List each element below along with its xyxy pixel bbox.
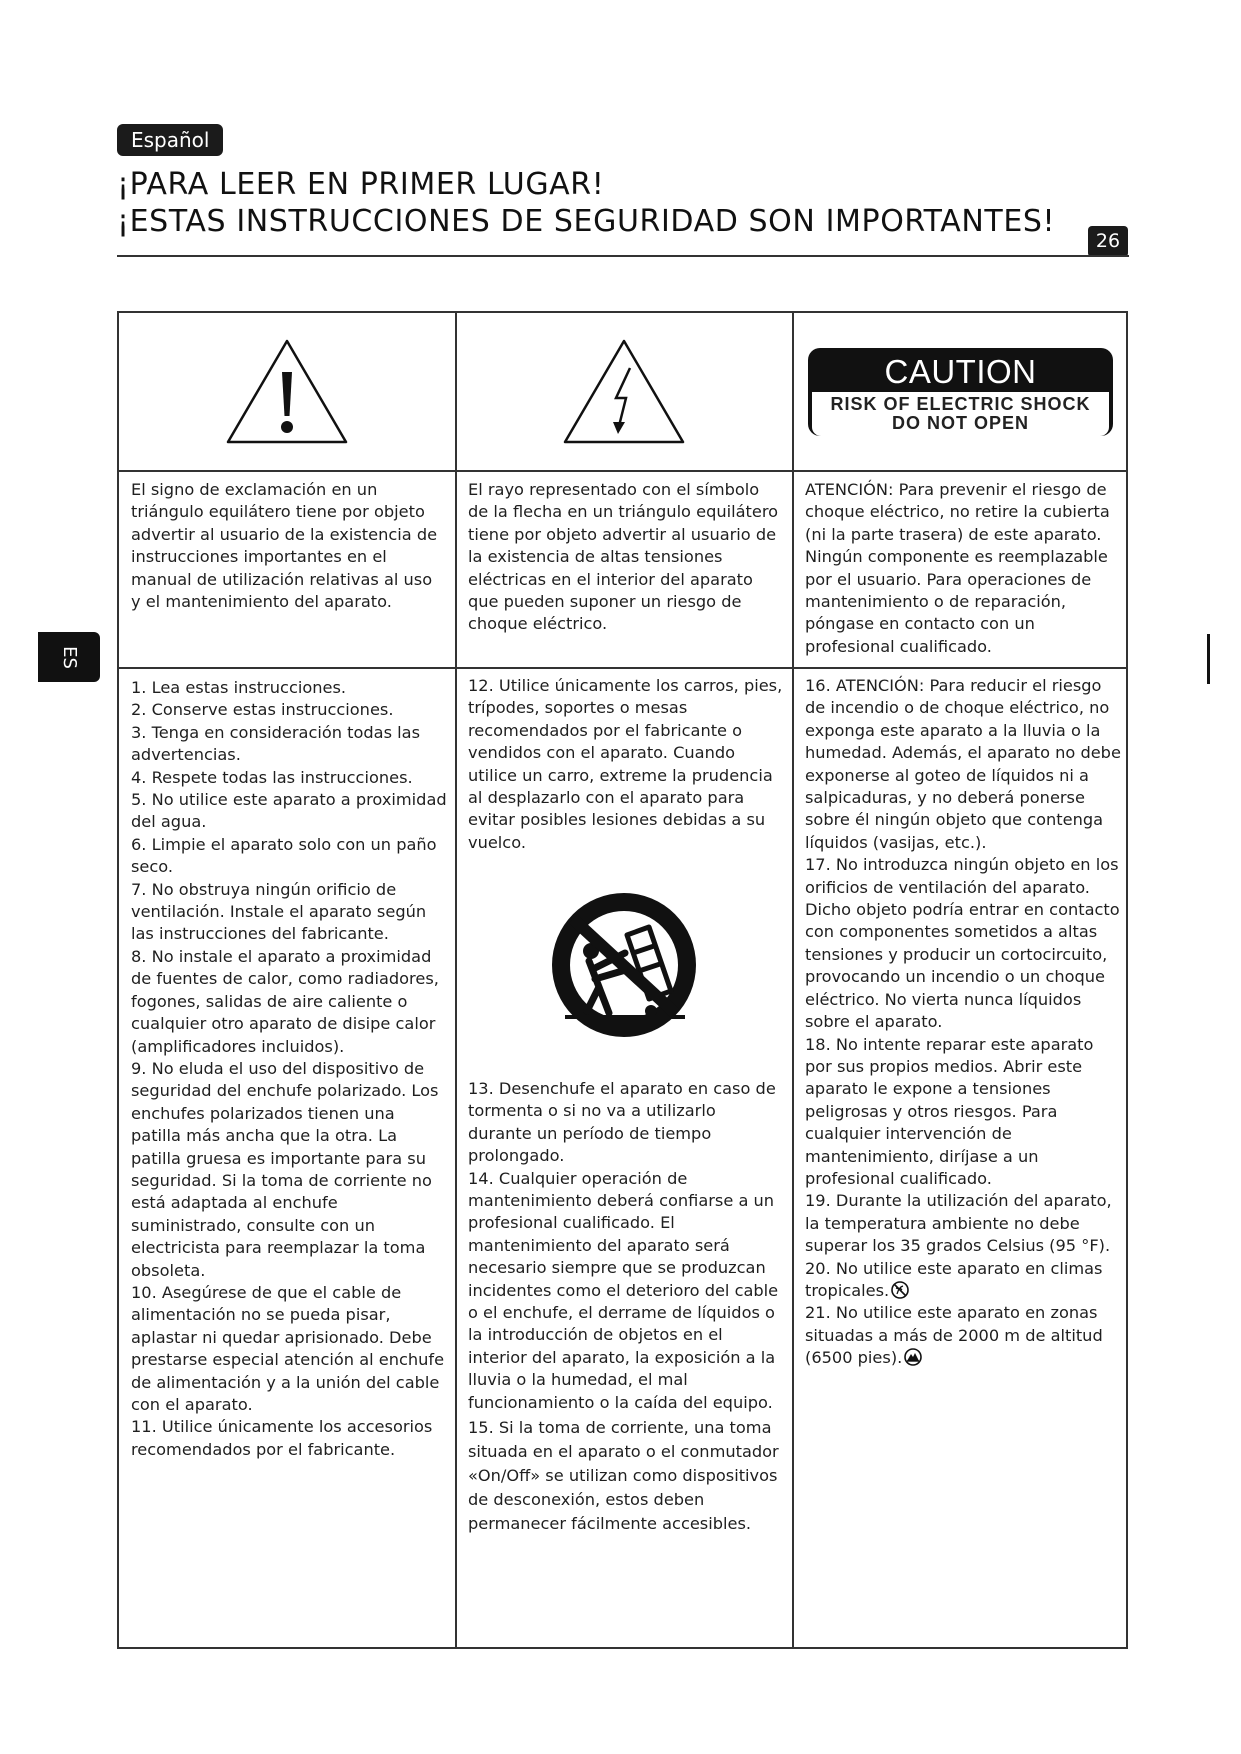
language-badge: Español	[117, 124, 223, 156]
instruction-item-12: 12. Utilice únicamente los carros, pies, trípodes, soportes o mesas recomendados por el fabricante o vendidos con el aparato. Cuando utilice un carro, extreme la prudencia al desplazarlo con el aparato para evitar posibles lesiones debidas a su vuelco.	[468, 676, 783, 852]
instruction-item: 10. Asegúrese de que el cable de alimentación no se pueda pisar, aplastar ni quedar aprisionado. Debe prestarse especial atención al enchufe de alimentación y a la unión del cable con el aparato.	[131, 1282, 445, 1414]
exclamation-description: El signo de exclamación en un triángulo equilátero tiene por objeto advertir al usuario de la existencia de instrucciones importantes en el manual de utilización relativas al uso y el mantenimiento del aparato.	[131, 480, 438, 612]
instruction-item: 17. No introduzca ningún objeto en los orificios de ventilación del aparato. Dicho objeto podría entrar en contacto con componentes sometidos a altas tensiones y producir un cortocircuito, provocando un incendio o un choque eléctrico. No vierta nunca líquidos sobre el aparato.	[805, 855, 1120, 1032]
title-line-2: ¡ESTAS INSTRUCCIONES DE SEGURIDAD SON IMPORTANTES!	[117, 204, 1056, 239]
instructions-col-3	[805, 675, 1121, 1370]
instruction-item-21	[805, 1302, 1121, 1369]
instruction-item: 15. Si la toma de corriente, una toma situada en el aparato o el conmutador «On/Off» se utilizan como dispositivos de desconexión, estos deben permanecer fácilmente accesibles.	[468, 1418, 779, 1534]
row-divider	[119, 667, 1126, 669]
instruction-item: 2. Conserve estas instrucciones.	[131, 700, 394, 720]
instruction-item-21-text: 21. No utilice este aparato en zonas situadas a más de 2000 m de altitud (6500 pies).	[805, 1303, 1103, 1368]
instruction-item: 1. Lea estas instrucciones.	[131, 678, 347, 697]
lightning-cell	[456, 313, 792, 470]
page-title	[117, 166, 1077, 240]
caution-description: ATENCIÓN: Para prevenir el riesgo de choque eléctrico, no retire la cubierta (ni la parte trasera) de este aparato. Ningún componente es reemplazable por el usuario. Para operaciones de mantenimiento o de reparación, póngase en contacto con un profesional cualificado.	[805, 480, 1110, 656]
safety-table	[117, 311, 1128, 1649]
header-rule	[117, 255, 1129, 257]
exclamation-triangle-icon	[225, 338, 349, 446]
column-divider	[455, 313, 457, 1647]
instruction-item: 16. ATENCIÓN: Para reducir el riesgo de incendio o de choque eléctrico, no exponga este aparato a la lluvia o la humedad. Además, el aparato no debe exponerse al goteo de líquidos ni a salpicaduras, y no deberá ponerse sobre él ningún objeto que contenga líquidos (vasijas, etc.).	[805, 676, 1121, 852]
instruction-item: 18. No intente reparar este aparato por sus propios medios. Abrir este aparato le expone a tensiones peligrosas y otros riesgos. Para cualquier intervención de mantenimiento, diríjase a un profesional cualificado.	[805, 1034, 1094, 1188]
exclamation-cell	[119, 313, 455, 470]
instruction-item: 11. Utilice únicamente los accesorios recomendados por el fabricante.	[131, 1417, 433, 1459]
column-divider	[792, 313, 794, 1647]
lightning-description: El rayo representado con el símbolo de la flecha en un triángulo equilátero tiene por objeto advertir al usuario de la existencia de altas tensiones eléctricas en el interior del aparato que pueden suponer un riesgo de choque eléctrico.	[468, 480, 779, 634]
instructions-col-1	[131, 677, 449, 1461]
instruction-item: 4. Respete todas las instrucciones.	[131, 767, 413, 787]
side-tab-label: ES	[58, 645, 80, 669]
no-tropical-climate-icon	[891, 1281, 909, 1299]
instruction-item: 19. Durante la utilización del aparato, la temperatura ambiente no debe superar los 35 grados Celsius (95 °F).	[805, 1191, 1112, 1256]
instruction-item: 3. Tenga en consideración todas las advertencias.	[131, 722, 421, 765]
caution-cell	[793, 313, 1128, 470]
instruction-item: 14. Cualquier operación de mantenimiento deberá confiarse a un profesional cualificado. El mantenimiento del aparato será necesario siempre que se produzcan incidentes como el deterioro del cable o el enchufe, el derrame de líquidos o la introducción de objetos en el interior del aparato, la exposición a la lluvia o la humedad, el mal funcionamiento o la caída del equipo.	[468, 1168, 779, 1412]
title-line-1: ¡PARA LEER EN PRIMER LUGAR!	[117, 167, 605, 202]
caution-line-2: DO NOT OPEN	[891, 412, 1029, 433]
language-side-tab	[38, 632, 100, 682]
instruction-item: 9. No eluda el uso del dispositivo de seguridad del enchufe polarizado. Los enchufes polarizados tienen una patilla más ancha que la otra. La patilla gruesa es importante para su seguridad. Si la toma de corriente no está adaptada al enchufe suministrado, consulte con un electricista para reemplazar la toma obsoleta.	[131, 1058, 439, 1280]
caution-title: CAUTION	[884, 352, 1037, 390]
cart-warning-illustration	[539, 883, 709, 1047]
caution-line-1: RISK OF ELECTRIC SHOCK	[830, 393, 1091, 414]
instruction-item-20	[805, 1258, 1121, 1303]
instruction-item: 13. Desenchufe el aparato en caso de tormenta o si no va a utilizarlo durante un período de tiempo prolongado.	[468, 1079, 776, 1166]
altitude-limit-icon	[904, 1348, 922, 1366]
lightning-triangle-icon	[562, 338, 686, 446]
instruction-item-20-text: 20. No utilice este aparato en climas tropicales.	[805, 1258, 1103, 1300]
instruction-item: 5. No utilice este aparato a proximidad del agua.	[131, 790, 447, 832]
page-number: 26	[1088, 226, 1128, 257]
edge-mark	[1207, 634, 1210, 684]
instruction-item: 8. No instale el aparato a proximidad de fuentes de calor, como radiadores, fogones, salidas de aire caliente o cualquier otro aparato de disipe calor (amplificadores incluidos).	[131, 946, 439, 1056]
row-divider	[119, 470, 1126, 472]
instructions-col-2-lower	[468, 1078, 783, 1536]
instruction-item: 7. No obstruya ningún orificio de ventilación. Instale el aparato según las instrucciones del fabricante.	[131, 879, 427, 944]
caution-subtitle-box	[812, 392, 1109, 436]
caution-label	[808, 348, 1113, 436]
cart-tip-over-warning-icon	[539, 883, 709, 1043]
instruction-item: 6. Limpie el aparato solo con un paño seco.	[131, 834, 437, 877]
